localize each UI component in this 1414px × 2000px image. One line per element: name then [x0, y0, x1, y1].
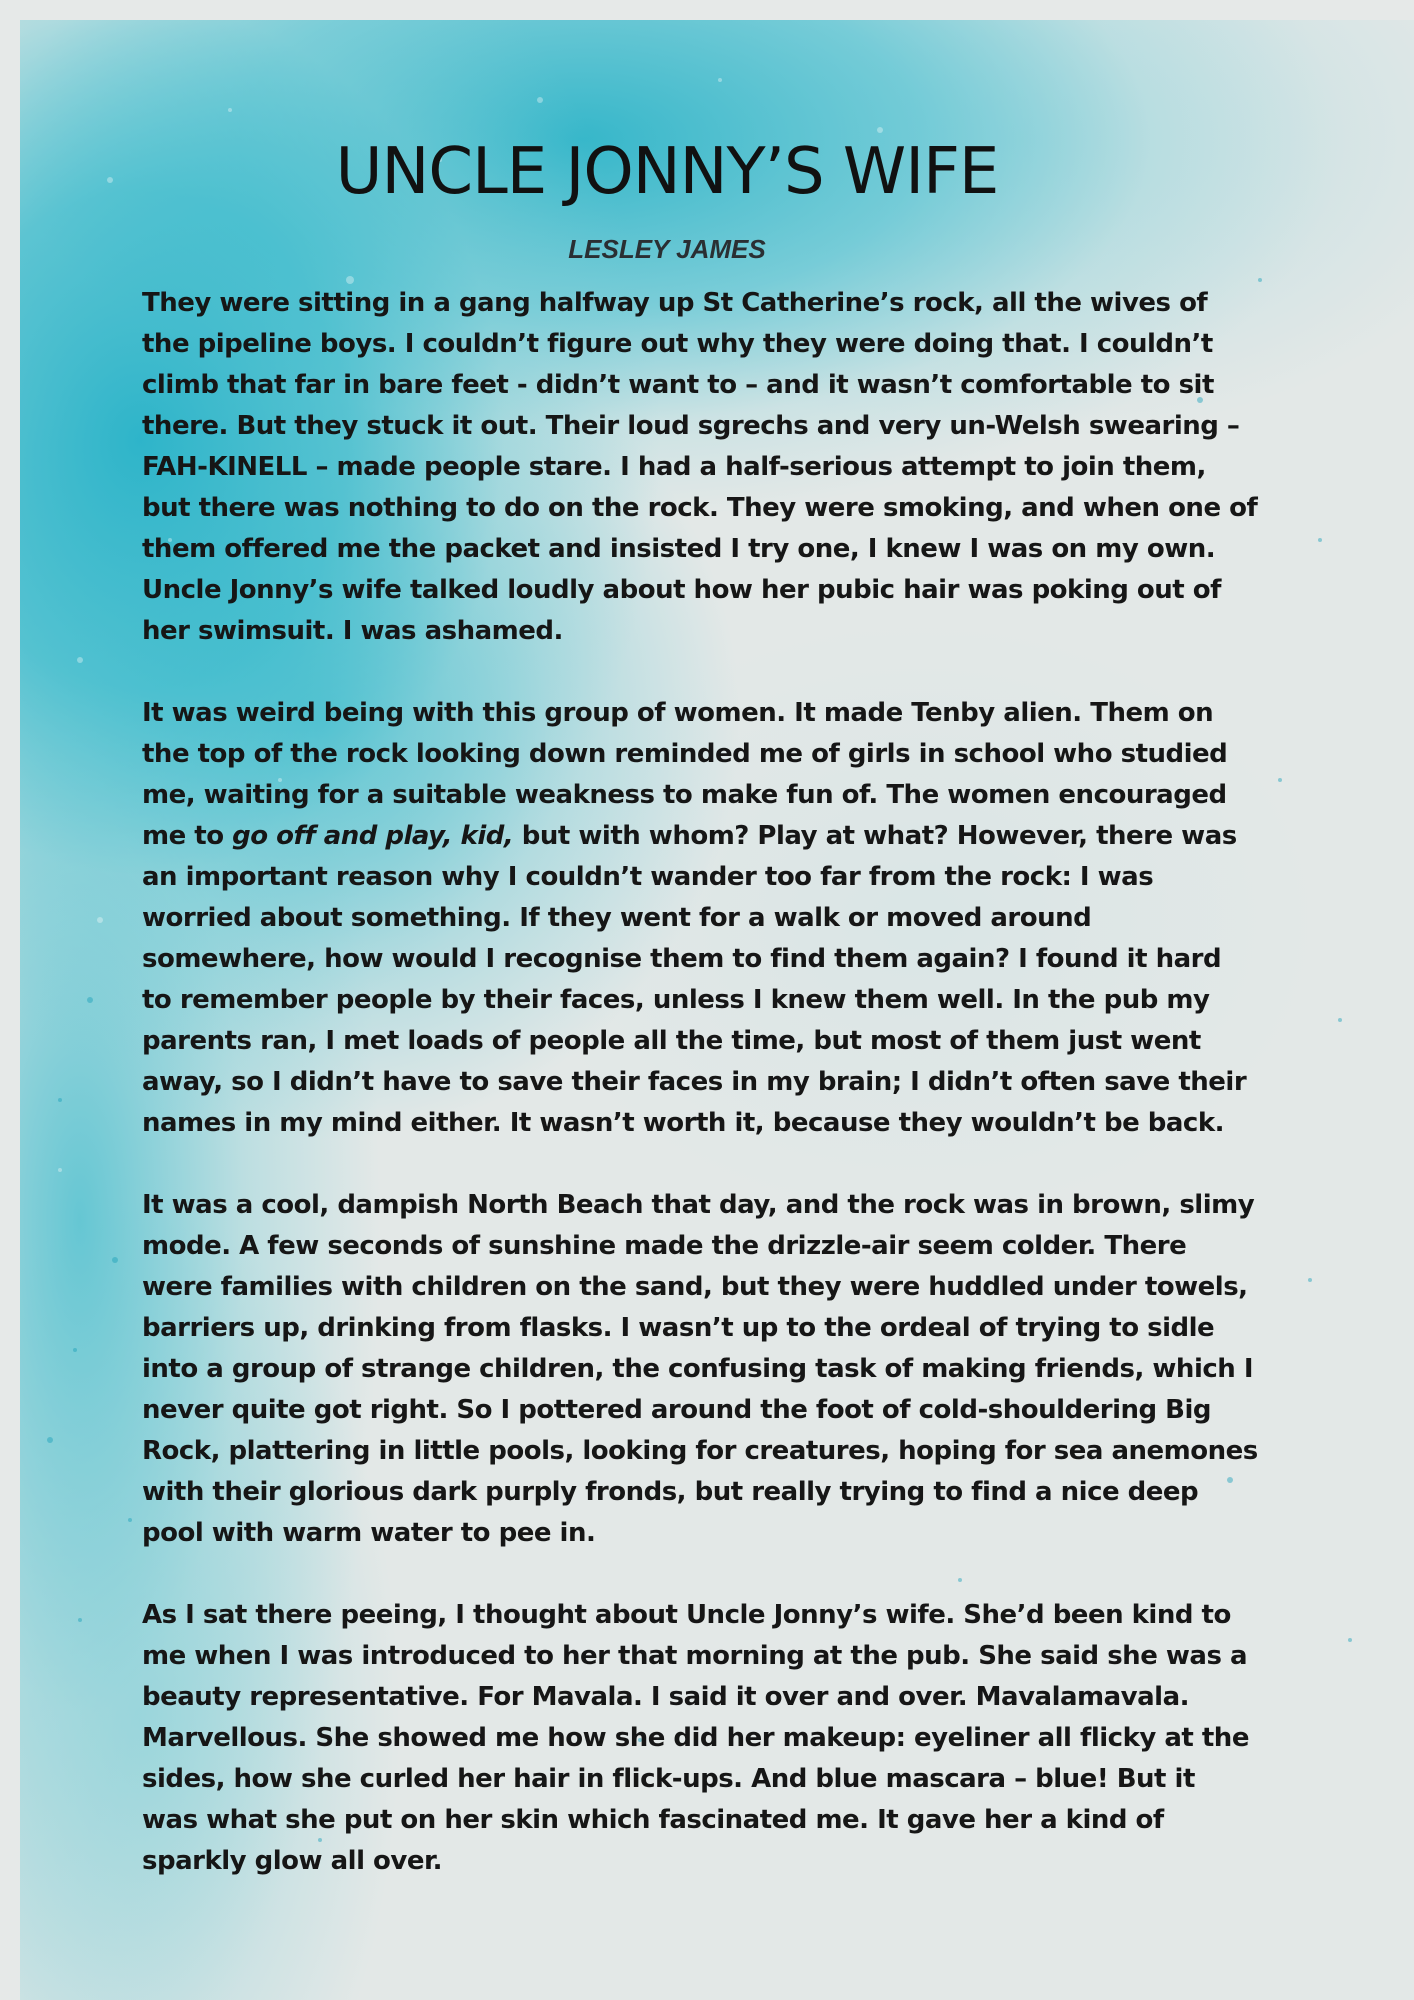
story-body	[142, 283, 1258, 1923]
paragraph-1: They were sitting in a gang halfway up St Catherine’s rock, all the wives of the pipeline boys. I couldn’t figure out why they were doing that. I couldn’t climb that far in bare feet - didn’t want to – and it wasn’t comfortable to sit there. But they stuck it out. Their loud sgrechs and very un-Welsh swearing – FAH-KINELL – made people stare. I had a half-serious attempt to join them, but there was nothing to do on the rock. They were smoking, and when one of them offered me the packet and insisted I try one, I knew I was on my own. Uncle Jonny’s wife talked loudly about how her pubic hair was poking out of her swimsuit. I was ashamed.	[142, 288, 1258, 646]
story-title: UNCLE JONNY’S WIFE	[335, 135, 999, 209]
story-author: LESLEY JAMES	[568, 234, 766, 264]
paragraph-2-end: but with whom? Play at what? However, there was an important reason why I couldn’t wander too far from the rock: I was worried about something. If they went for a walk or moved around somewhere, how would I recognise them to find them again? I found it hard to remember people by their faces, unless I knew them well. In the pub my parents ran, I met loads of people all the time, but most of them just went away, so I didn’t have to save their faces in my brain; I didn’t often save their names in my mind either. It wasn’t worth it, because they wouldn’t be back.	[142, 821, 1247, 1138]
paragraph-2-italic: go off and play, kid,	[232, 821, 514, 851]
paragraph-3: It was a cool, dampish North Beach that day, and the rock was in brown, slimy mode. A few seconds of sunshine made the drizzle-air seem colder. There were families with children on the sand, but they were huddled under towels, barriers up, drinking from flasks. I wasn’t up to the ordeal of trying to sidle into a group of strange children, the confusing task of making friends, which I never quite got right. So I pottered around the foot of cold-shouldering Big Rock, plattering in little pools, looking for creatures, hoping for sea anemones with their glorious dark purply fronds, but really trying to find a nice deep pool with warm water to pee in.	[142, 1190, 1258, 1548]
paragraph-2	[142, 693, 1258, 1144]
paragraph-4: As I sat there peeing, I thought about Uncle Jonny’s wife. She’d been kind to me when I was introduced to her that morning at the pub. She said she was a beauty representative. For Mavala. I said it over and over. Mavalamavala. Marvellous. She showed me how she did her makeup: eyeliner all flicky at the sides, how she curled her hair in flick-ups. And blue mascara – blue! But it was what she put on her skin which fascinated me. It gave her a kind of sparkly glow all over.	[142, 1600, 1249, 1876]
paragraph-2-start: It was weird being with this group of women. It made Tenby alien. Them on the top of the rock looking down reminded me of girls in school who studied me, waiting for a suitable weakness to make fun of. The women encouraged me to	[142, 698, 1228, 851]
